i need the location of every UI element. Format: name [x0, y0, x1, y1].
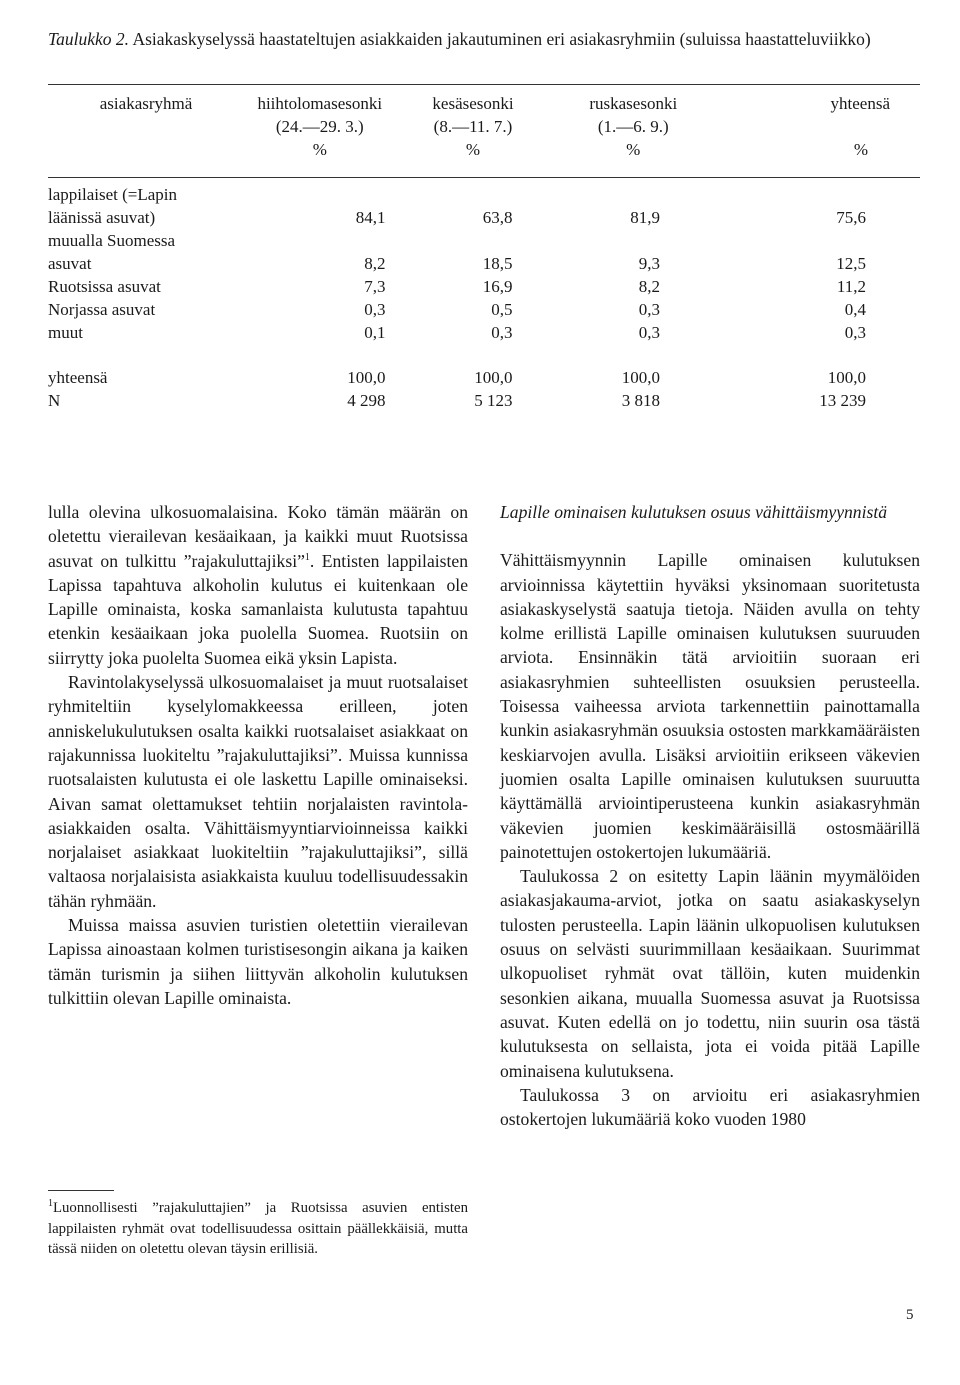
table-cell: 3 818 — [621, 391, 660, 410]
table-cell: 0,1 — [364, 323, 386, 342]
footnote — [48, 1198, 468, 1260]
table-cell: 9,3 — [638, 254, 660, 273]
table-top-rule — [48, 84, 920, 85]
table-cell: 8,2 — [364, 254, 386, 273]
table-cell: 13 239 — [819, 391, 866, 410]
table-row — [48, 252, 920, 275]
header-cell: hiihtolomasesonki — [257, 94, 383, 113]
table-cell: 0,5 — [491, 300, 513, 319]
header-unit: % — [853, 140, 868, 159]
paragraph-text: lulla olevina ulkosuomalaisina. Koko tämän määrän on oletettu vierailevan kesäaikaan, ja kaikki muut Ruotsissa asuvat on tulkittu ”rajakuluttajiksi” — [48, 502, 468, 571]
table-cell: 100,0 — [621, 368, 660, 387]
table-cell: 63,8 — [482, 208, 513, 227]
table-cell: 11,2 — [836, 277, 866, 296]
row-label: lappilaiset (=Lapin — [48, 185, 178, 204]
table-header-period-row — [48, 115, 920, 138]
table-row — [48, 229, 920, 252]
table-cell: 100,0 — [347, 368, 386, 387]
table-row — [48, 321, 920, 344]
header-cell: ruskasesonki — [589, 94, 678, 113]
table-cell: 8,2 — [638, 277, 660, 296]
header-unit: % — [312, 140, 327, 159]
table-row — [48, 298, 920, 321]
header-period: (24.—29. 3.) — [275, 117, 364, 136]
table-row — [48, 275, 920, 298]
caption-label: Taulukko 2. — [48, 29, 130, 49]
customer-group-table — [48, 92, 920, 412]
row-label: muut — [48, 323, 83, 342]
row-label: muualla Suomessa — [48, 231, 176, 250]
header-unit: % — [626, 140, 641, 159]
table-cell: 4 298 — [347, 391, 386, 410]
row-label: Ruotsissa asuvat — [48, 277, 161, 296]
table-total-row — [48, 366, 920, 389]
table-cell: 18,5 — [482, 254, 513, 273]
row-label: asuvat — [48, 254, 92, 273]
paragraph: Vähittäismyynnin Lapille ominaisen kulutuksen arvioinnissa käytettiin hyväksi yksinomaan suoritetusta asiakaskyselystä saatuja tietoja. Näiden avulla on tehty kolme erillistä Lapille ominaisen kulutuksen suuruuden arviota. Ensinnäkin tätä arvioitiin suoraan eri asiakasryhmien suhteellisten osuuksien perusteella. Toisessa vaiheessa arviota tarkennettiin painottamalla kunkin asiakasryhmän osuuksia ostosten markkamääräisten keskiarvojen avulla. Lisäksi arvioitiin erikseen väkevien juomien osalta Lapille ominaisen kulutuksen suuruutta käyttämällä arviointiperusteena kunkin asiakasryhmän väkevien juomien keskimääräisillä ostosmäärillä painotettujen ostokertojen lukumääriä. — [500, 550, 920, 862]
paragraph-text: . Entisten lappilaisten Lapissa tapahtuva alkoholin kulutus ei kuitenkaan ole Lapille ominaista, koska samanlaista kulutusta tapahtuu etenkin kesäaikaan joka puolella Suomea. Ruotsiin on siirrytty joka puolelta Suomea eikä yksin Lapista. — [48, 550, 468, 668]
table-n-row — [48, 389, 920, 412]
row-label: Norjassa asuvat — [48, 300, 156, 319]
left-text-column — [48, 500, 468, 1010]
paragraph: Muissa maissa asuvien turistien oletettiin vierailevan Lapissa ainoastaan kolmen turistisesongin aikana ja kaiken tämän turismin ja siihen liittyvän alkoholin kulutuksen tulkittiin olevan Lapille ominaista. — [48, 915, 468, 1008]
header-period: (8.—11. 7.) — [433, 117, 513, 136]
section-heading: Lapille ominaisen kulutuksen osuus vähittäismyynnistä — [500, 502, 888, 522]
table-cell: 16,9 — [482, 277, 513, 296]
header-cell: kesäsesonki — [432, 94, 514, 113]
table-cell: 5 123 — [474, 391, 513, 410]
table-cell: 100,0 — [827, 368, 866, 387]
table-cell: 0,3 — [638, 300, 660, 319]
row-label: yhteensä — [48, 368, 108, 387]
footnote-marker: 1 — [48, 1198, 53, 1210]
table-header-unit-row — [48, 138, 920, 161]
header-cell: yhteensä — [830, 94, 890, 113]
paragraph — [48, 500, 468, 670]
row-label: läänissä asuvat) — [48, 208, 156, 227]
table-cell: 75,6 — [836, 208, 866, 227]
table-cell: 0,3 — [491, 323, 513, 342]
paragraph: Taulukossa 2 on esitetty Lapin läänin myymälöiden asiakasjakauma-arviot, jotka on saatu asiakaskyselyn tulosten perusteella. Lapin läänin ulkopuolisen kulutuksen osuus on selvästi suurimmillaan kesäaikaan. Suurimmat ulkopuoliset ryhmät ovat tällöin, kuten muidenkin sesonkien aikana, muualla Suomessa asuvat ja Ruotsissa asuvat. Kuten edellä on jo todettu, niin suurin osa tästä kulutuksesta on sellaista, jota ei voida pitää Lapille ominaisena kulutuksena. — [500, 866, 920, 1081]
table-row — [48, 206, 920, 229]
table-cell: 84,1 — [355, 208, 386, 227]
header-cell: asiakasryhmä — [99, 94, 193, 113]
table-cell: 12,5 — [836, 254, 866, 273]
table-cell: 0,3 — [638, 323, 660, 342]
table-cell: 0,4 — [844, 300, 866, 319]
caption-text: Asiakaskyselyssä haastateltujen asiakkaiden jakautuminen eri asiakasryhmiin (suluissa haastatteluviikko) — [129, 29, 871, 49]
table-cell: 81,9 — [630, 208, 660, 227]
paragraph: Ravintolakyselyssä ulkosuomalaiset ja muut ruotsalaiset ryhmiteltiin kyselylomakkeessa erilleen, joten anniskelukulutuksen osalta kaikki ruotsalaiset asiakkaat on rajakunnissa luokiteltu ”rajakuluttajiksi”. Muissa kunnissa ruotsalaisten kulutusta ei ole laskettu Lapille ominaiseksi. Aivan samat olettamukset tehtiin norjalaisten ravintola-asiakkaiden osalta. Vähittäismyyntiarvioinneissa kaikki norjalaiset asiakkaat luokiteltiin ”rajakuluttajiksi”, sillä valtaosa norjalaisista asiakkaista kuuluu todellisuudessakin tähän ryhmään. — [48, 672, 468, 911]
table-row — [48, 183, 920, 206]
table-cell: 0,3 — [364, 300, 386, 319]
table-header-row — [48, 92, 920, 115]
table-cell: 0,3 — [844, 323, 866, 342]
header-unit: % — [465, 140, 481, 159]
table-caption — [48, 28, 918, 51]
right-text-column — [500, 500, 920, 1131]
footnote-ref: 1 — [304, 551, 310, 563]
table-cell: 100,0 — [474, 368, 513, 387]
table-cell: 7,3 — [364, 277, 386, 296]
footnote-rule — [48, 1190, 114, 1191]
header-period: (1.—6. 9.) — [597, 117, 669, 136]
page-number: 5 — [906, 1307, 914, 1323]
footnote-text: Luonnollisesti ”rajakuluttajien” ja Ruotsissa asuvien entisten lappilaisten ryhmät ovat todellisuudessa osittain päällekkäisiä, mutta tässä niiden on oletettu olevan täysin erillisiä. — [48, 1200, 468, 1257]
row-label: N — [48, 391, 61, 410]
paragraph: Taulukossa 3 on arvioitu eri asiakasryhmien ostokertojen lukumääriä koko vuoden 1980 — [500, 1084, 920, 1130]
